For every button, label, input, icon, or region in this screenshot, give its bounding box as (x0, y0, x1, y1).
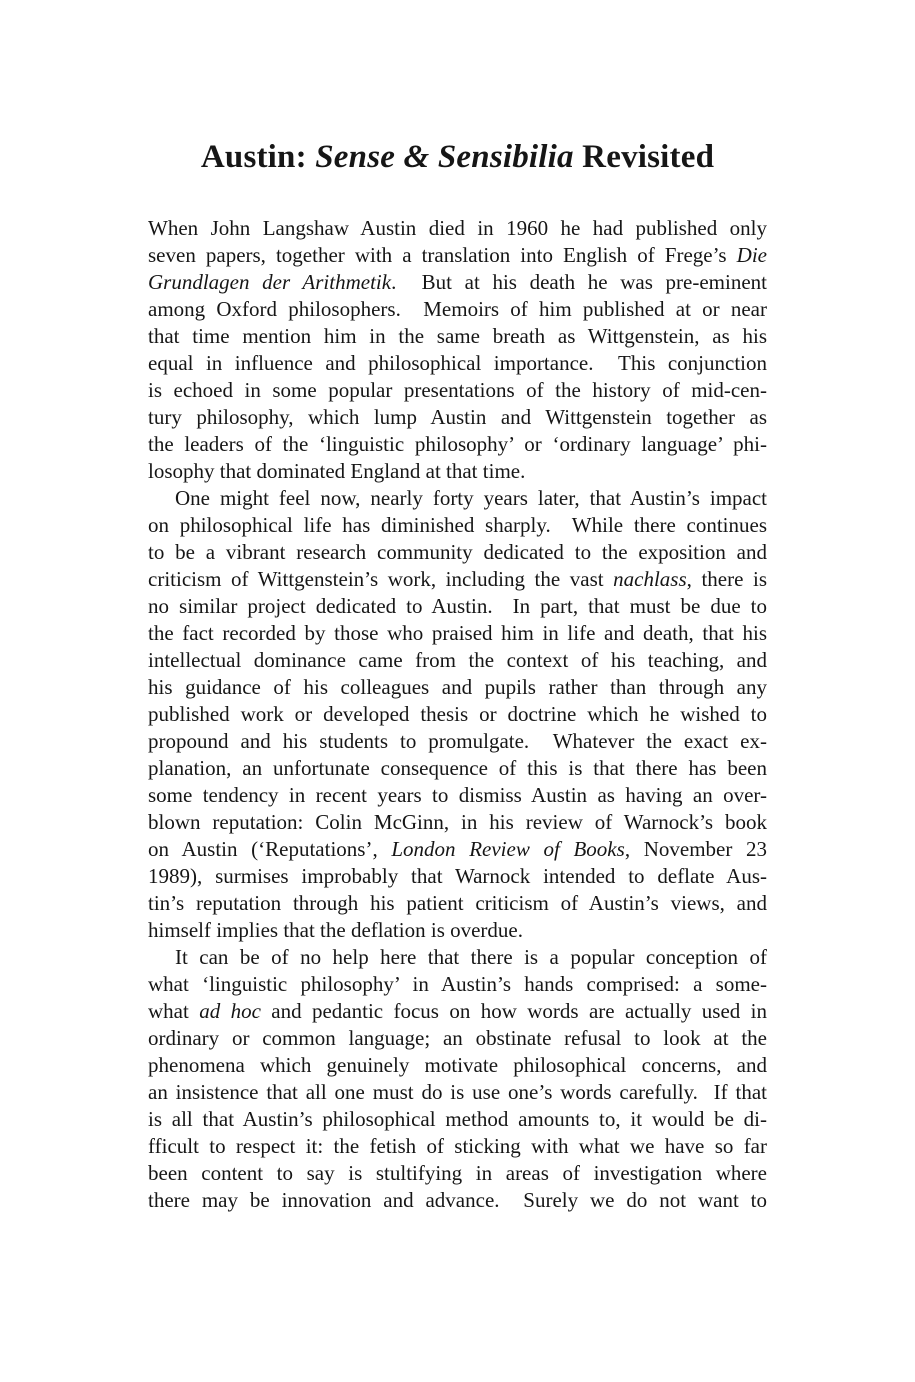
italic-text: London Review of Books (391, 837, 625, 861)
text-line (148, 836, 767, 863)
text-run: intellectual dominance came from the context of his teaching, and (148, 648, 767, 672)
text-line (148, 998, 767, 1025)
text-line (148, 755, 767, 782)
text-run: fficult to respect it: the fetish of sticking with what we have so far (148, 1134, 767, 1158)
text-run: losophy that dominated England at that time. (148, 459, 526, 483)
text-run: what ‘linguistic philosophy’ in Austin’s hands comprised: a some- (148, 972, 767, 996)
text-run: the leaders of the ‘linguistic philosophy’ or ‘ordinary language’ phi- (148, 432, 767, 456)
text-line (148, 1106, 767, 1133)
text-run: his guidance of his colleagues and pupils rather than through any (148, 675, 767, 699)
italic-text: nachlass (613, 567, 687, 591)
text-run: himself implies that the deflation is overdue. (148, 918, 523, 942)
text-line (148, 431, 767, 458)
italic-text: Sense & Sensibilia (315, 139, 574, 175)
text-line (148, 944, 767, 971)
text-line (148, 242, 767, 269)
text-run: , November 23 (624, 837, 768, 861)
paragraph-1 (148, 215, 767, 485)
text-run: among Oxford philosophers. Memoirs of him published at or near (148, 297, 767, 321)
text-run: planation, an unfortunate consequence of this is that there has been (148, 756, 767, 780)
text-line (148, 674, 767, 701)
text-run: blown reputation: Colin McGinn, in his review of Warnock’s book (148, 810, 767, 834)
italic-text: Grundlagen der Arithmetik (148, 270, 392, 294)
text-line (148, 323, 767, 350)
text-run: an insistence that all one must do is use one’s words carefully. If that (148, 1080, 767, 1104)
text-run: phenomena which genuinely motivate philosophical concerns, and (148, 1053, 767, 1077)
text-run: 1989), surmises improbably that Warnock intended to deflate Aus- (148, 864, 767, 888)
text-run: there may be innovation and advance. Surely we do not want to (148, 1188, 767, 1212)
text-run: ordinary or common language; an obstinate refusal to look at the (148, 1026, 767, 1050)
text-line (148, 890, 767, 917)
page-title (148, 138, 767, 178)
text-run: published work or developed thesis or doctrine which he wished to (148, 702, 767, 726)
body-text (148, 215, 767, 1214)
text-line (148, 1052, 767, 1079)
text-line (148, 377, 767, 404)
text-line (148, 1187, 767, 1214)
text-run: One might feel now, nearly forty years later, that Austin’s impact (175, 486, 767, 510)
text-run: When John Langshaw Austin died in 1960 he had published only (148, 216, 767, 240)
text-run: the fact recorded by those who praised him in life and death, that his (148, 621, 767, 645)
text-line (148, 485, 767, 512)
text-run: that time mention him in the same breath as Wittgenstein, as his (148, 324, 767, 348)
text-line (148, 566, 767, 593)
italic-text: Die (736, 243, 767, 267)
text-line (148, 782, 767, 809)
paragraph-3 (148, 944, 767, 1214)
text-line (148, 593, 767, 620)
text-line (148, 296, 767, 323)
text-run: to be a vibrant research community dedicated to the exposition and (148, 540, 767, 564)
text-run: equal in influence and philosophical importance. This conjunction (148, 351, 767, 375)
text-run: is all that Austin’s philosophical method amounts to, it would be di- (148, 1107, 767, 1131)
text-line (148, 1133, 767, 1160)
text-line (148, 863, 767, 890)
text-line (148, 647, 767, 674)
text-run: It can be of no help here that there is a popular conception of (175, 945, 767, 969)
text-run: . But at his death he was pre-eminent (391, 270, 767, 294)
text-line (148, 701, 767, 728)
text-line (148, 620, 767, 647)
text-run: propound and his students to promulgate. Whatever the exact ex- (148, 729, 767, 753)
text-run: is echoed in some popular presentations of the history of mid-cen- (148, 378, 767, 402)
paragraph-2 (148, 485, 767, 944)
text-line (148, 512, 767, 539)
text-line (148, 809, 767, 836)
text-run: Austin: (200, 139, 316, 175)
text-run: tin’s reputation through his patient criticism of Austin’s views, and (148, 891, 767, 915)
text-run: no similar project dedicated to Austin. In part, that must be due to (148, 594, 767, 618)
text-line (148, 1160, 767, 1187)
text-line (148, 728, 767, 755)
text-line (148, 458, 767, 485)
text-line (148, 215, 767, 242)
text-run: criticism of Wittgenstein’s work, including the vast (148, 567, 614, 591)
text-run: , there is (686, 567, 767, 591)
text-line (148, 350, 767, 377)
text-line (148, 917, 767, 944)
text-line (148, 1079, 767, 1106)
text-run: seven papers, together with a translation into English of Frege’s (148, 243, 737, 267)
text-run: on philosophical life has diminished sharply. While there continues (148, 513, 767, 537)
text-line (148, 269, 767, 296)
text-run: and pedantic focus on how words are actually used in (260, 999, 767, 1023)
text-run: been content to say is stultifying in areas of investigation where (148, 1161, 767, 1185)
text-run: Revisited (573, 139, 715, 175)
text-line (148, 971, 767, 998)
text-run: on Austin (‘Reputations’, (148, 837, 392, 861)
text-line (148, 404, 767, 431)
text-run: what (148, 999, 200, 1023)
text-run: tury philosophy, which lump Austin and Wittgenstein together as (148, 405, 767, 429)
text-line (148, 1025, 767, 1052)
italic-text: ad hoc (199, 999, 261, 1023)
text-line (148, 539, 767, 566)
text-run: some tendency in recent years to dismiss Austin as having an over- (148, 783, 767, 807)
